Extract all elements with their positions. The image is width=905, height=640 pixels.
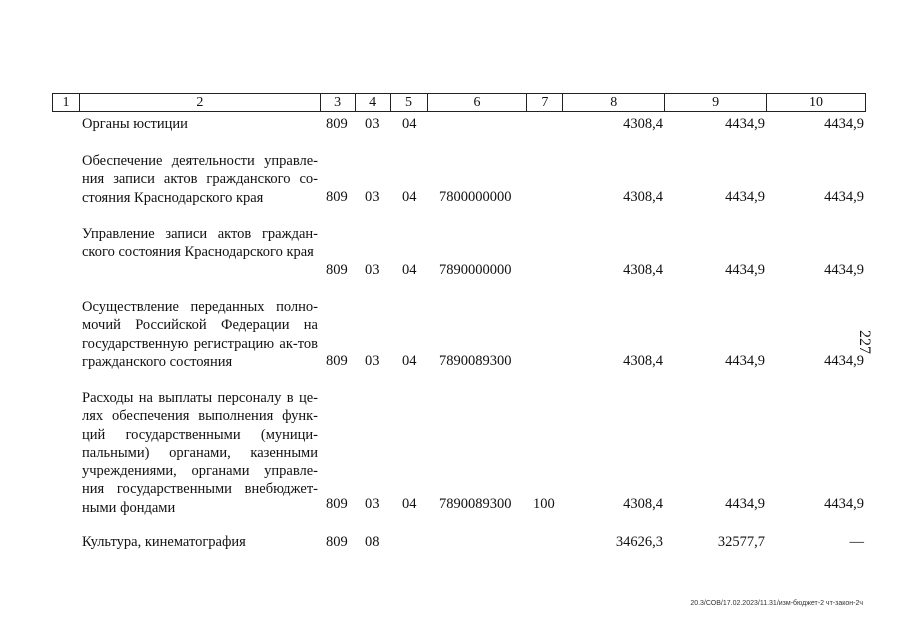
page-number: 227 xyxy=(856,330,873,354)
header-cell-5: 5 xyxy=(391,94,428,111)
cell-c9: 4434,9 xyxy=(725,189,765,205)
cell-c3: 809 xyxy=(326,116,348,132)
cell-c7: 100 xyxy=(533,496,555,512)
cell-c10: 4434,9 xyxy=(824,116,864,132)
cell-c3: 809 xyxy=(326,353,348,369)
cell-c9: 32577,7 xyxy=(717,534,765,550)
cell-c5: 04 xyxy=(402,496,417,512)
header-cell-10: 10 xyxy=(767,94,866,111)
header-cell-6: 6 xyxy=(428,94,528,111)
cell-c8: 4308,4 xyxy=(623,496,663,512)
cell-c3: 809 xyxy=(326,496,348,512)
cell-c3: 809 xyxy=(326,534,348,550)
cell-c5: 04 xyxy=(402,189,417,205)
cell-c4: 03 xyxy=(365,353,380,369)
row-description: Культура, кинематография xyxy=(82,534,246,550)
cell-c10: 4434,9 xyxy=(824,496,864,512)
cell-c8: 4308,4 xyxy=(623,353,663,369)
cell-c8: 4308,4 xyxy=(623,262,663,278)
header-cell-2: 2 xyxy=(80,94,321,111)
cell-c6: 7890000000 xyxy=(439,262,512,278)
header-cell-9: 9 xyxy=(665,94,767,111)
cell-c9: 4434,9 xyxy=(725,496,765,512)
row-description: Расходы на выплаты персоналу в це-лях обеспечения выполнения функ-ций государственными (муници-пальными) органами, казенными учреждениями, органами управле-ния государственными внебюджет-ными фондами xyxy=(82,390,318,516)
row-description: Управление записи актов граждан-ского состояния Краснодарского края xyxy=(82,226,318,261)
row-description: Осуществление переданных полно-мочий Российской Федерации на государственную регистрацию ак-тов гражданского состояния xyxy=(82,299,318,370)
cell-c4: 03 xyxy=(365,262,380,278)
cell-c8: 4308,4 xyxy=(623,189,663,205)
cell-c6: 7890089300 xyxy=(439,353,512,369)
cell-c6: 7800000000 xyxy=(439,189,512,205)
cell-c4: 03 xyxy=(365,189,380,205)
header-cell-1: 1 xyxy=(53,94,80,111)
table-header-row xyxy=(52,93,866,112)
cell-c9: 4434,9 xyxy=(725,116,765,132)
cell-c4: 03 xyxy=(365,116,380,132)
cell-c5: 04 xyxy=(402,116,417,132)
cell-c8: 4308,4 xyxy=(623,116,663,132)
header-cell-8: 8 xyxy=(563,94,665,111)
cell-c4: 08 xyxy=(365,534,380,550)
cell-c9: 4434,9 xyxy=(725,353,765,369)
cell-c5: 04 xyxy=(402,353,417,369)
header-cell-3: 3 xyxy=(321,94,356,111)
cell-c9: 4434,9 xyxy=(725,262,765,278)
header-cell-4: 4 xyxy=(356,94,391,111)
cell-c10: 4434,9 xyxy=(824,189,864,205)
row-description: Органы юстиции xyxy=(82,116,188,132)
cell-c10: 4434,9 xyxy=(824,262,864,278)
cell-c5: 04 xyxy=(402,262,417,278)
cell-c10: 4434,9 xyxy=(824,353,864,369)
cell-c3: 809 xyxy=(326,189,348,205)
cell-c4: 03 xyxy=(365,496,380,512)
row-description: Обеспечение деятельности управле-ния записи актов гражданского со-стояния Краснодарского края xyxy=(82,153,318,206)
cell-c3: 809 xyxy=(326,262,348,278)
header-cell-7: 7 xyxy=(527,94,563,111)
cell-c10: — xyxy=(849,534,864,550)
footer-reference: 20.3/СОВ/17.02.2023/11.31/изм-бюджет-2 чт-закон-2ч xyxy=(690,600,863,607)
cell-c8: 34626,3 xyxy=(615,534,663,550)
cell-c6: 7890089300 xyxy=(439,496,512,512)
